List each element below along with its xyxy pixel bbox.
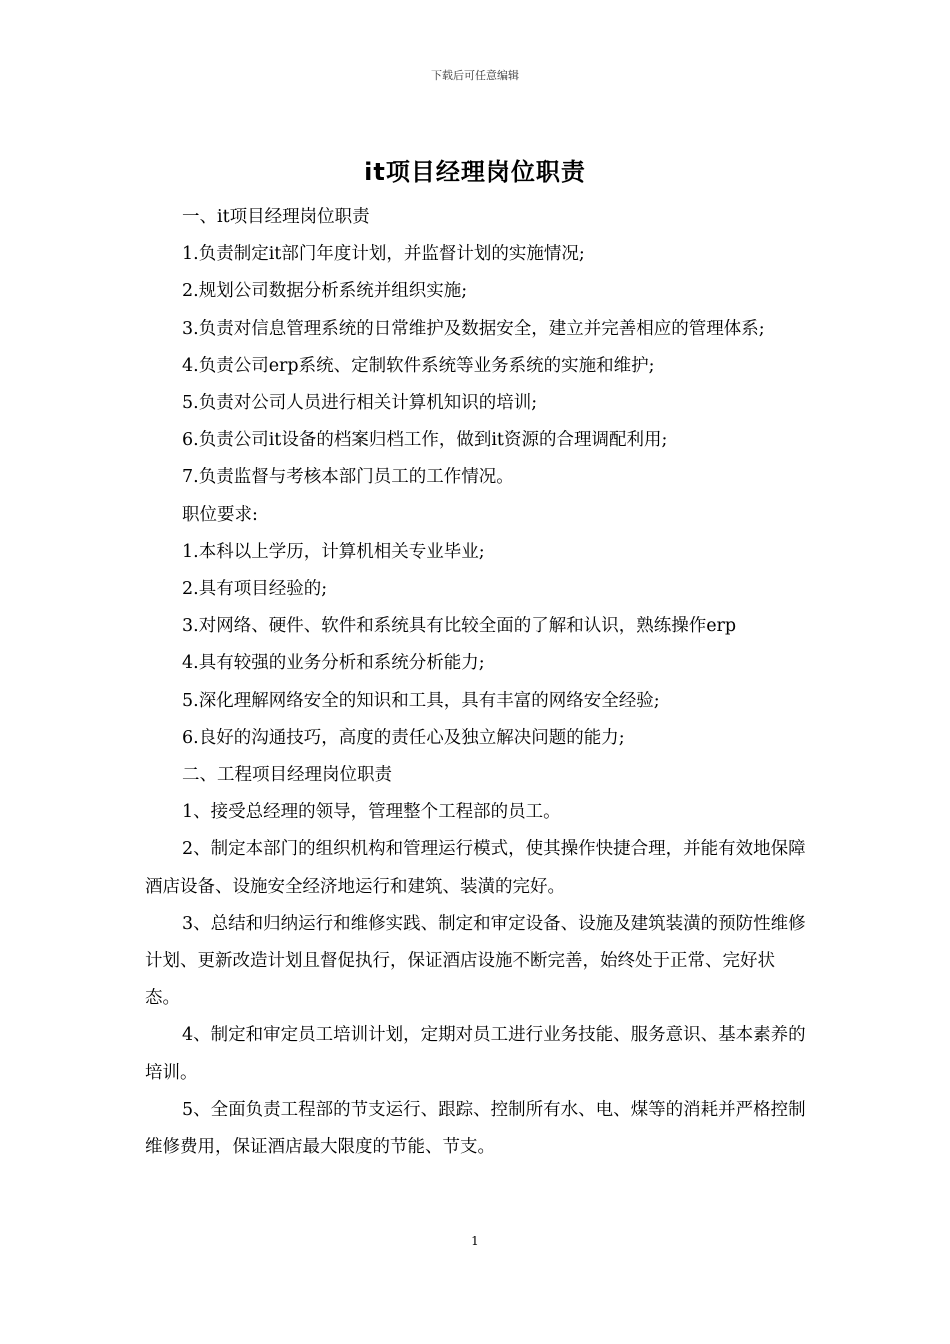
section-heading: 一、it项目经理岗位职责 bbox=[182, 207, 370, 227]
paragraph: 3.对网络、硬件、软件和系统具有比较全面的了解和认识，熟练操作erp bbox=[182, 616, 737, 637]
paragraph: 2、制定本部门的组织机构和管理运行模式，使其操作快捷合理，并能有效地保障酒店设备、设施安全经济地运行和建筑、装潢的完好。 bbox=[145, 839, 806, 897]
paragraph: 4.负责公司erp系统、定制软件系统等业务系统的实施和维护; bbox=[182, 355, 655, 376]
paragraph: 5.深化理解网络安全的知识和工具，具有丰富的网络安全经验; bbox=[182, 690, 660, 711]
paragraph: 4.具有较强的业务分析和系统分析能力; bbox=[182, 653, 485, 674]
paragraph: 5、全面负责工程部的节支运行、跟踪、控制所有水、电、煤等的消耗并严格控制维修费用，保证酒店最大限度的节能、节支。 bbox=[145, 1099, 806, 1158]
paragraph: 2.规划公司数据分析系统并组织实施; bbox=[182, 281, 468, 302]
paragraph: 1.本科以上学历，计算机相关专业毕业; bbox=[182, 541, 485, 562]
paragraph: 3、总结和归纳运行和维修实践、制定和审定设备、设施及建筑装潢的预防性维修计划、更新改造计划且督促执行，保证酒店设施不断完善，始终处于正常、完好状态。 bbox=[145, 913, 806, 1009]
document-body bbox=[145, 199, 807, 1166]
paragraph: 6.良好的沟通技巧，高度的责任心及独立解决问题的能力; bbox=[182, 727, 625, 748]
paragraph: 2.具有项目经验的; bbox=[182, 579, 328, 600]
paragraph: 1、接受总经理的领导，管理整个工程部的员工。 bbox=[182, 802, 561, 823]
paragraph: 6.负责公司it设备的档案归档工作，做到it资源的合理调配利用; bbox=[182, 430, 668, 451]
section-heading: 职位要求: bbox=[182, 504, 258, 525]
paragraph: 3.负责对信息管理系统的日常维护及数据安全，建立并完善相应的管理体系; bbox=[182, 318, 765, 339]
paragraph: 7.负责监督与考核本部门员工的工作情况。 bbox=[182, 467, 514, 488]
page-number: 1 bbox=[471, 1234, 479, 1248]
section-heading: 二、工程项目经理岗位职责 bbox=[182, 765, 392, 786]
paragraph: 1.负责制定it部门年度计划，并监督计划的实施情况; bbox=[182, 244, 585, 265]
document-title: it项目经理岗位职责 bbox=[364, 158, 586, 186]
paragraph: 5.负责对公司人员进行相关计算机知识的培训; bbox=[182, 393, 538, 414]
page-header: 下载后可任意编辑 bbox=[431, 69, 519, 82]
paragraph: 4、制定和审定员工培训计划，定期对员工进行业务技能、服务意识、基本素养的培训。 bbox=[145, 1025, 806, 1083]
